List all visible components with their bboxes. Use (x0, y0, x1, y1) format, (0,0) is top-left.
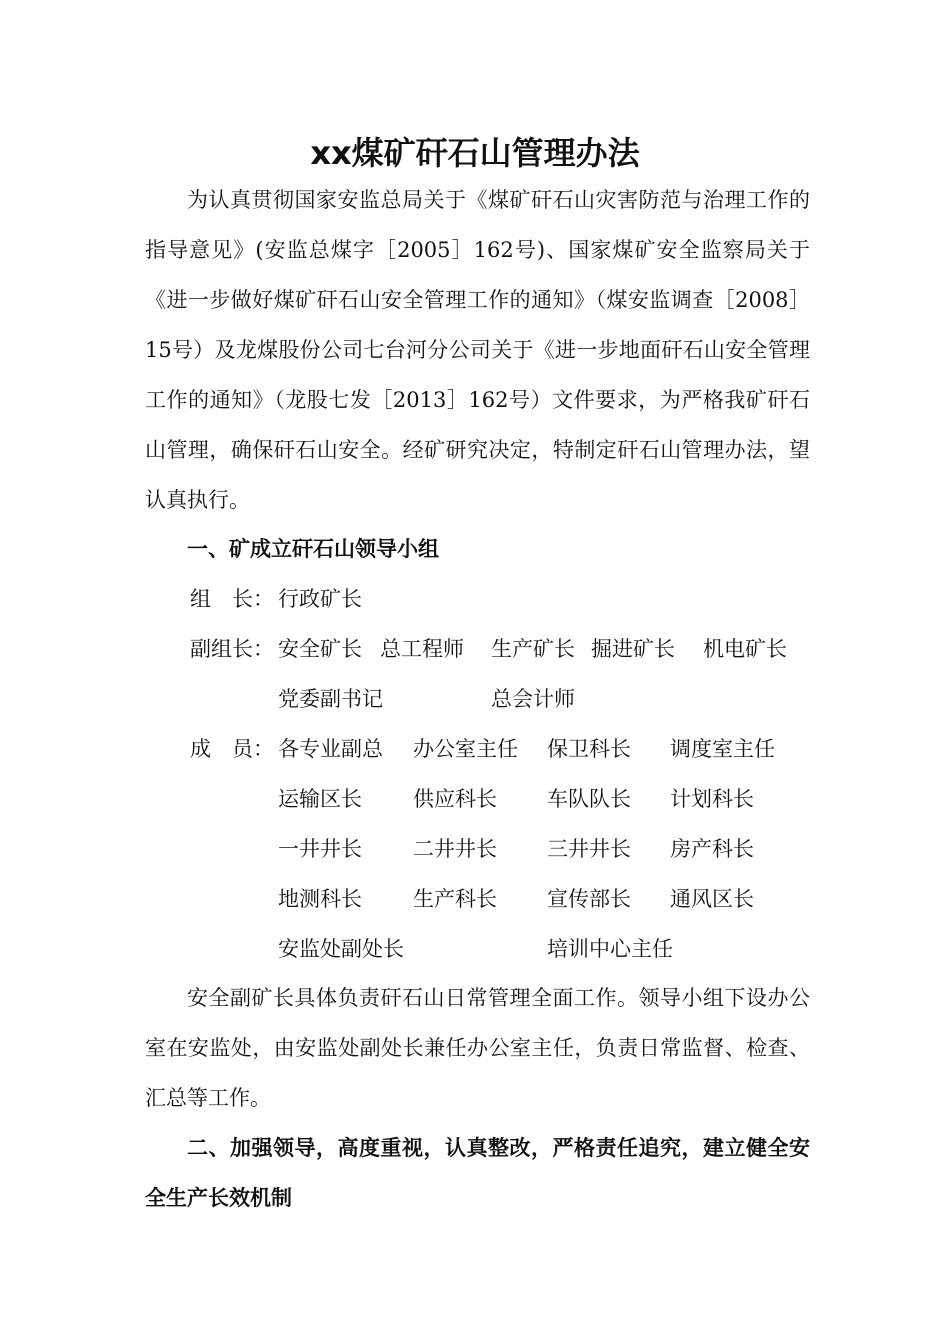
leader-label: 组 长： (190, 587, 274, 611)
member-item: 生产科长 (413, 887, 497, 911)
deputy-label: 副组长： (190, 637, 274, 661)
deputy-item: 机电矿长 (703, 637, 787, 661)
deputy-row-1 (0, 624, 950, 674)
member-row-5 (0, 924, 950, 974)
leader-name: 行政矿长 (278, 587, 362, 611)
member-row-1 (0, 724, 950, 774)
deputy-item: 安全矿长 (278, 637, 362, 661)
deputy-item: 总工程师 (380, 637, 464, 661)
deputy-item: 总会计师 (491, 687, 575, 711)
member-item: 运输区长 (278, 787, 362, 811)
member-item: 保卫科长 (547, 737, 631, 761)
member-item: 供应科长 (413, 787, 497, 811)
member-item: 计划科长 (670, 787, 754, 811)
intro-paragraph: 为认真贯彻国家安监总局关于《煤矿矸石山灾害防范与治理工作的指导意见》(安监总煤字［2005］162号)、国家煤矿安全监察局关于《进一步做好煤矿矸石山安全管理工作的通知》（煤安监调查［2008］15号）及龙煤股份公司七台河分公司关于《进一步地面矸石山安全管理工作的通知》（龙股七发［2013］162号）文件要求，为严格我矿矸石山管理，确保矸石山安全。经矿研究决定，特制定矸石山管理办法，望认真执行。 (145, 188, 810, 512)
member-item: 办公室主任 (413, 737, 518, 761)
member-item: 车队队长 (547, 787, 631, 811)
member-item: 培训中心主任 (547, 937, 673, 961)
office-paragraph: 安全副矿长具体负责矸石山日常管理全面工作。领导小组下设办公室在安监处，由安监处副处长兼任办公室主任，负责日常监督、检查、汇总等工作。 (145, 986, 810, 1110)
member-label: 成 员： (190, 737, 274, 761)
deputy-item: 党委副书记 (278, 687, 383, 711)
member-item: 二井井长 (413, 837, 497, 861)
member-item: 宣传部长 (547, 887, 631, 911)
member-item: 通风区长 (670, 887, 754, 911)
member-row-4 (0, 874, 950, 924)
deputy-item: 掘进矿长 (591, 637, 675, 661)
member-row-2 (0, 774, 950, 824)
member-item: 调度室主任 (670, 737, 775, 761)
section-heading-2: 二、加强领导，高度重视，认真整改，严格责任追究，建立健全安全生产长效机制 (145, 1136, 810, 1210)
deputy-item: 生产矿长 (491, 637, 575, 661)
document-title: xx煤矿矸石山管理办法 (310, 134, 640, 172)
member-item: 地测科长 (278, 887, 362, 911)
member-item: 一井井长 (278, 837, 362, 861)
leader-row (0, 574, 950, 624)
section-heading-1: 一、矿成立矸石山领导小组 (187, 537, 439, 561)
member-item: 各专业副总 (278, 737, 383, 761)
member-item: 房产科长 (670, 837, 754, 861)
member-item: 三井井长 (547, 837, 631, 861)
member-item: 安监处副处长 (278, 937, 404, 961)
member-row-3 (0, 824, 950, 874)
deputy-row-2 (0, 674, 950, 724)
